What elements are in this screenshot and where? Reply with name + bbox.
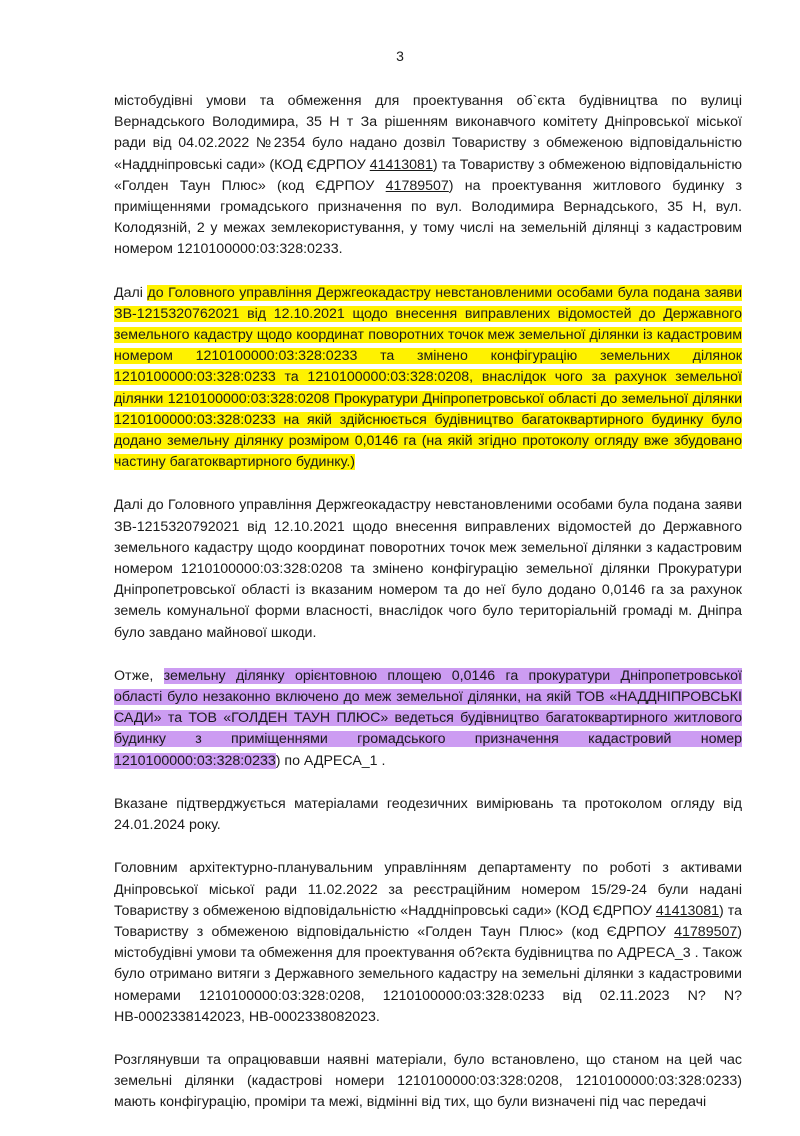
paragraph-architecture-department: [114, 858, 742, 1028]
document-body: [114, 91, 742, 1136]
paragraph-text: Вказане підтверджується матеріалами геодезичних вимірювань та протоколом огляду від 24.01.2024 року.: [114, 795, 742, 834]
paragraph-application-2: [114, 495, 742, 643]
edrpou-code-link[interactable]: 41413081: [655, 902, 720, 919]
edrpou-code-link[interactable]: 41789507: [674, 923, 738, 940]
paragraph-conclusion: [114, 666, 742, 772]
paragraph-text: Далі до Головного управління Держгеокадастру невстановленими особами була подана заяви ЗВ-1215320792021 від 12.10.2021 щодо внесення виправлених відомостей до Державного земельного кадастру щодо координат поворотних точок меж земельної ділянки з кадастровим номером 1210100000:03:328:0208 та змінено конфігурацію земельної ділянки Прокуратури Дніпропетровської області із вказаним номером та до неї було додано 0,0146 га за рахунок земель комунальної форми власності, внаслідок чого було територіальній громаді м. Дніпра було завдано майнової шкоди.: [114, 497, 742, 641]
page-number: 3: [396, 48, 404, 64]
paragraph-urban-conditions: [114, 91, 742, 261]
paragraph-text: містобудівні умови та обмеження для проектування об`єкта будівництва по вулиці Вернадського Володимира, 35 Н т За рішенням виконавчого комітету Дніпровської міської ради від 04.02.2022 №2354 було надано дозвіл Товариству з обмеженою відповідальністю «Наддніпровські сади» (КОД ЄДРПОУ: [114, 93, 742, 173]
paragraph-text: ) містобудівні умови та обмеження для проектування об?єкта будівництва по АДРЕСА_3 . Також було отримано витяги з Державного земельного кадастру на земельні ділянки з кадастровими номерами 1210100000:03:328:0208, 1210100000:03:328:0233 від 02.11.2023 N? N? НВ-0002338142023, НВ-0002338082023.: [114, 923, 742, 1025]
edrpou-code-link[interactable]: 41789507: [385, 177, 449, 194]
paragraph-text: Далі: [114, 284, 148, 301]
purple-highlighted-text: земельну ділянку орієнтовною площею 0,0146 га прокуратури Дніпропетровської області було незаконно включено до меж земельної ділянки, на якій ТОВ «НАДДНІПРОВСЬКІ САДИ» та ТОВ «ГОЛДЕН ТАУН ПЛЮС» ведеться будівництво багатоквартирного житлового будинку з приміщеннями громадського призначення кадастровий номер 1210100000:03:328:0233: [114, 667, 742, 769]
paragraph-text: Головним архітектурно-планувальним управлінням департаменту по роботі з активами Дніпровської міської ради 11.02.2022 за реєстраційним номером 15/29-24 були надані Товариству з обмеженою відповідальністю «Наддніпровські сади» (КОД ЄДРПОУ: [114, 860, 742, 919]
paragraph-text: ) на проектування житлового будинку з приміщеннями громадського призначення по вул. Володимира Вернадського, 35 Н, вул. Колодязній, 2 у межах землекористування, у тому числі на земельній ділянці з кадастровим номером 1210100000:03:328:0233.: [114, 177, 742, 258]
edrpou-code-link[interactable]: 41413081: [369, 156, 433, 173]
paragraph-text: ) та Товариству з обмеженою відповідальністю «Голден Таун Плюс» (код ЄДРПОУ: [114, 156, 742, 194]
paragraph-evidence: [114, 794, 742, 836]
paragraph-text: Розглянувши та опрацювавши наявні матеріали, було встановлено, що станом на цей час земельні ділянки (кадастрові номери 1210100000:03:328:0208, 1210100000:03:328:0233) мають конфігурацію, проміри та межі, відмінні від тих, що були визначені під час передачі: [114, 1051, 742, 1111]
paragraph-text: ) по АДРЕСА_1 .: [275, 752, 386, 769]
yellow-highlighted-text: до Головного управління Держгеокадастру невстановленими особами була подана заяви ЗВ-1215320762021 від 12.10.2021 щодо внесення виправлених відомостей до Державного земельного кадастру щодо координат поворотних точок меж земельної ділянки із кадастровим номером 1210100000:03:328:0233 та змінено конфігурацію земельних ділянок 1210100000:03:328:0233 та 1210100000:03:328:0208, внаслідок чого за рахунок земельної ділянки 1210100000:03:328:0208 Прокуратури Дніпропетровської області до земельної ділянки 1210100000:03:328:0233 на якій здійснюється будівництво багатоквартирного будинку було додано земельну ділянку розміром 0,0146 га (на якій згідно протоколу огляду вже збудовано частину багатоквартирного будинку.): [114, 284, 743, 471]
paragraph-text: Отже,: [114, 667, 164, 684]
paragraph-findings: [114, 1050, 742, 1114]
paragraph-text: ) та Товариству з обмеженою відповідальністю «Голден Таун Плюс» (код ЄДРПОУ: [114, 902, 742, 940]
paragraph-application-1: [114, 283, 742, 474]
